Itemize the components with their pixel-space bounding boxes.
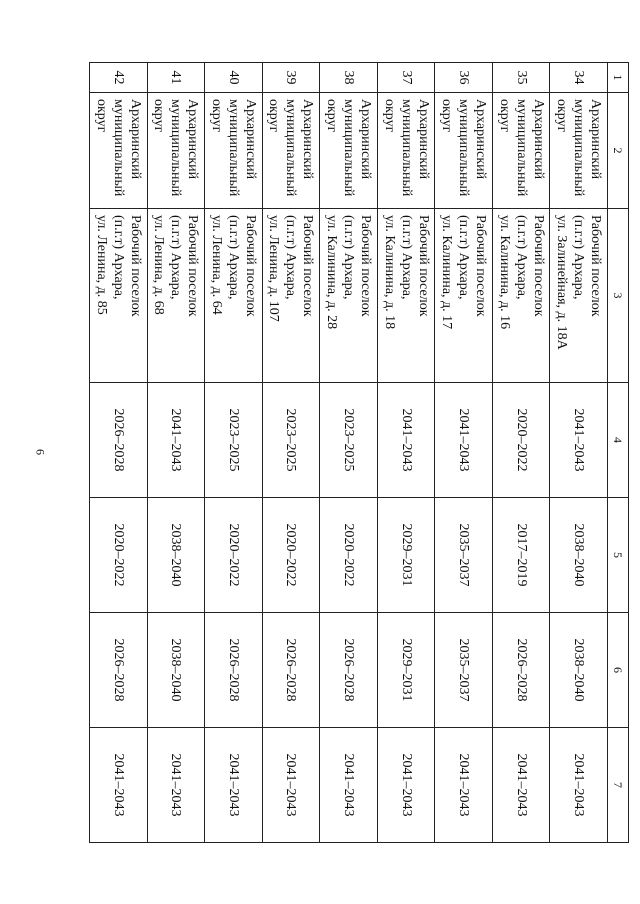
row-number-cell: 42: [90, 63, 148, 93]
district-cell: Архаринский муниципальный округ: [550, 93, 608, 209]
rotated-table-frame: [89, 62, 629, 842]
period-cell-col7: 2041–2043: [435, 728, 493, 843]
district-cell: Архаринский муниципальный округ: [435, 93, 493, 209]
period-cell-col5: 2029–2031: [377, 498, 435, 613]
period-cell-col7: 2041–2043: [205, 728, 263, 843]
period-cell-col6: 2026–2028: [90, 613, 148, 728]
row-number-cell: 38: [320, 63, 378, 93]
column-number: 1: [608, 63, 629, 93]
table-row: [320, 63, 378, 843]
period-cell-col6: 2035–2037: [435, 613, 493, 728]
period-cell-col5: 2020–2022: [262, 498, 320, 613]
period-cell-col7: 2041–2043: [147, 728, 205, 843]
table-row: [435, 63, 493, 843]
table-row: [205, 63, 263, 843]
period-cell-col5: 2038–2040: [550, 498, 608, 613]
period-cell-col6: 2038–2040: [550, 613, 608, 728]
period-cell-col6: 2026–2028: [492, 613, 550, 728]
table-row: [147, 63, 205, 843]
period-cell-col7: 2041–2043: [492, 728, 550, 843]
district-cell: Архаринский муниципальный округ: [320, 93, 378, 209]
period-cell-col7: 2041–2043: [262, 728, 320, 843]
period-cell-col4: 2023–2025: [262, 383, 320, 498]
column-number: 4: [608, 383, 629, 498]
page-number: 6: [33, 449, 48, 455]
period-cell-col4: 2020–2022: [492, 383, 550, 498]
column-number-row: [608, 63, 629, 843]
period-cell-col7: 2041–2043: [550, 728, 608, 843]
period-cell-col4: 2041–2043: [147, 383, 205, 498]
period-cell-col5: 2017–2019: [492, 498, 550, 613]
row-number-cell: 39: [262, 63, 320, 93]
period-cell-col4: 2023–2025: [205, 383, 263, 498]
table-row: [262, 63, 320, 843]
period-cell-col5: 2020–2022: [90, 498, 148, 613]
table-header: [608, 63, 629, 843]
period-cell-col7: 2041–2043: [90, 728, 148, 843]
period-cell-col4: 2023–2025: [320, 383, 378, 498]
column-number: 7: [608, 728, 629, 843]
period-cell-col6: 2029–2031: [377, 613, 435, 728]
period-cell-col6: 2026–2028: [205, 613, 263, 728]
district-cell: Архаринский муниципальный округ: [492, 93, 550, 209]
period-cell-col5: 2020–2022: [205, 498, 263, 613]
address-cell: Рабочий поселок (п.г.т) Архара, ул. Калинина, д. 17: [435, 209, 493, 383]
address-cell: Рабочий поселок (п.г.т) Архара, ул. Ленина, д. 68: [147, 209, 205, 383]
row-number-cell: 36: [435, 63, 493, 93]
district-cell: Архаринский муниципальный округ: [262, 93, 320, 209]
period-cell-col5: 2035–2037: [435, 498, 493, 613]
district-cell: Архаринский муниципальный округ: [205, 93, 263, 209]
district-cell: Архаринский муниципальный округ: [377, 93, 435, 209]
address-cell: Рабочий поселок (п.г.т) Архара, ул. Калинина, д. 28: [320, 209, 378, 383]
period-cell-col5: 2038–2040: [147, 498, 205, 613]
column-number: 5: [608, 498, 629, 613]
housing-repair-schedule-table: [89, 62, 629, 843]
period-cell-col6: 2026–2028: [320, 613, 378, 728]
table-row: [492, 63, 550, 843]
address-cell: Рабочий поселок (п.г.т) Архара, ул. Ленина, д. 85: [90, 209, 148, 383]
address-cell: Рабочий поселок (п.г.т) Архара, ул. Калинина, д. 18: [377, 209, 435, 383]
period-cell-col7: 2041–2043: [320, 728, 378, 843]
table-row: [377, 63, 435, 843]
table-body: [90, 63, 608, 843]
district-cell: Архаринский муниципальный округ: [90, 93, 148, 209]
row-number-cell: 41: [147, 63, 205, 93]
row-number-cell: 34: [550, 63, 608, 93]
address-cell: Рабочий поселок (п.г.т) Архара, ул. Залинейная, д. 18А: [550, 209, 608, 383]
table-container: [89, 62, 629, 842]
address-cell: Рабочий поселок (п.г.т) Архара, ул. Ленина, д. 107: [262, 209, 320, 383]
column-number: 3: [608, 209, 629, 383]
period-cell-col6: 2038–2040: [147, 613, 205, 728]
address-cell: Рабочий поселок (п.г.т) Архара, ул. Ленина, д. 64: [205, 209, 263, 383]
row-number-cell: 35: [492, 63, 550, 93]
table-row: [90, 63, 148, 843]
period-cell-col4: 2026–2028: [90, 383, 148, 498]
table-row: [550, 63, 608, 843]
district-cell: Архаринский муниципальный округ: [147, 93, 205, 209]
period-cell-col6: 2026–2028: [262, 613, 320, 728]
period-cell-col7: 2041–2043: [377, 728, 435, 843]
row-number-cell: 37: [377, 63, 435, 93]
column-number: 2: [608, 93, 629, 209]
period-cell-col4: 2041–2043: [435, 383, 493, 498]
row-number-cell: 40: [205, 63, 263, 93]
period-cell-col4: 2041–2043: [550, 383, 608, 498]
period-cell-col5: 2020–2022: [320, 498, 378, 613]
period-cell-col4: 2041–2043: [377, 383, 435, 498]
column-number: 6: [608, 613, 629, 728]
address-cell: Рабочий поселок (п.г.т) Архара, ул. Калинина, д. 16: [492, 209, 550, 383]
